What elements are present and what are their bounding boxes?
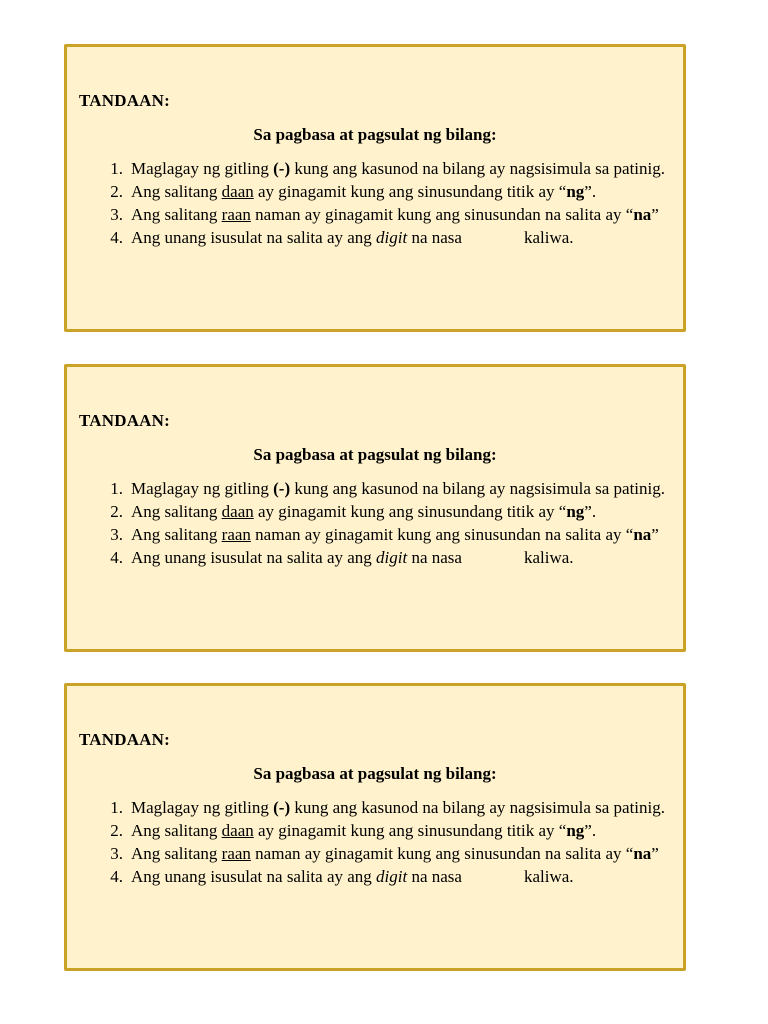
rule-text-underlined: raan	[221, 205, 251, 224]
rule-text-part: Ang salitang	[131, 844, 222, 863]
rule-item-1	[89, 157, 679, 180]
rule-text	[131, 523, 679, 546]
rule-text-italic: digit	[376, 548, 408, 567]
rule-number: 3.	[110, 525, 123, 544]
rule-text-part: ”.	[584, 821, 597, 840]
rule-text-part: ay ginagamit kung ang sinusundang titik ay “	[253, 182, 567, 201]
rule-text-part: ”	[651, 205, 659, 224]
rule-text-part: ay ginagamit kung ang sinusundang titik ay “	[253, 821, 567, 840]
rule-number: 4.	[110, 548, 123, 567]
rule-text-part: naman ay ginagamit kung ang sinusundan na salita ay “	[250, 844, 634, 863]
rule-item-3	[89, 842, 679, 865]
rule-text-italic: digit	[376, 867, 408, 886]
rule-text-part: na nasa	[407, 548, 462, 567]
rule-text	[131, 477, 679, 500]
rule-text	[131, 865, 679, 888]
rule-text-bold: na	[633, 844, 652, 863]
tandaan-card-2	[64, 364, 686, 652]
rule-text-part: Ang salitang	[131, 525, 222, 544]
rule-text-part: ”	[651, 525, 659, 544]
rule-text-part: Ang salitang	[131, 821, 222, 840]
rule-text-bold: (-)	[273, 479, 291, 498]
rule-text-underlined: raan	[221, 525, 251, 544]
rule-text-underlined: raan	[221, 844, 251, 863]
rule-text-underlined: daan	[221, 821, 254, 840]
rule-text-italic: digit	[376, 228, 408, 247]
rule-text	[131, 180, 679, 203]
rule-text-part: naman ay ginagamit kung ang sinusundan na salita ay “	[250, 205, 634, 224]
rule-text	[131, 546, 679, 569]
rules-list	[89, 157, 679, 249]
rule-number: 2.	[110, 182, 123, 201]
rule-number: 2.	[110, 502, 123, 521]
rule-text-part: kaliwa.	[523, 548, 574, 567]
rule-item-3	[89, 523, 679, 546]
rule-text-bold: na	[633, 525, 652, 544]
rule-text-part: ay ginagamit kung ang sinusundang titik ay “	[253, 502, 567, 521]
rule-text	[131, 157, 679, 180]
rule-text-part: kung ang kasunod na bilang ay nagsisimula sa patinig.	[290, 479, 665, 498]
rule-number: 3.	[110, 844, 123, 863]
rule-text	[131, 500, 679, 523]
rule-text-part: Ang unang isusulat na salita ay ang	[131, 228, 377, 247]
rule-text-bold: (-)	[273, 159, 291, 178]
rule-item-4	[89, 546, 679, 569]
card-heading: TANDAAN:	[79, 730, 170, 749]
rule-text-part: Ang salitang	[131, 205, 222, 224]
rule-text-underlined: daan	[221, 182, 254, 201]
rule-text-part: Ang salitang	[131, 502, 222, 521]
rule-number: 1.	[110, 159, 123, 178]
card-subtitle: Sa pagbasa at pagsulat ng bilang:	[253, 445, 497, 464]
rule-text	[131, 796, 679, 819]
rule-text-part: Maglagay ng gitling	[131, 159, 274, 178]
tandaan-card-3	[64, 683, 686, 971]
rule-text	[131, 226, 679, 249]
rules-list	[89, 477, 679, 569]
rule-text-part: naman ay ginagamit kung ang sinusundan na salita ay “	[250, 525, 634, 544]
rule-item-2	[89, 500, 679, 523]
rule-number: 1.	[110, 798, 123, 817]
card-heading: TANDAAN:	[79, 91, 170, 110]
rule-item-1	[89, 477, 679, 500]
rule-number: 2.	[110, 821, 123, 840]
rule-text-part: na nasa	[407, 867, 462, 886]
rule-text	[131, 203, 679, 226]
rule-text	[131, 819, 679, 842]
rule-text-bold: ng	[566, 182, 585, 201]
rule-text-part: kung ang kasunod na bilang ay nagsisimula sa patinig.	[290, 798, 665, 817]
rule-number: 4.	[110, 228, 123, 247]
rule-text-part: kaliwa.	[523, 867, 574, 886]
rule-text	[131, 842, 679, 865]
card-heading: TANDAAN:	[79, 411, 170, 430]
rule-item-4	[89, 226, 679, 249]
card-subtitle: Sa pagbasa at pagsulat ng bilang:	[253, 764, 497, 783]
rule-text-part: ”.	[584, 502, 597, 521]
rule-text-part: Ang unang isusulat na salita ay ang	[131, 867, 377, 886]
rule-item-4	[89, 865, 679, 888]
rule-item-2	[89, 819, 679, 842]
rule-text-part: Maglagay ng gitling	[131, 479, 274, 498]
rule-number: 4.	[110, 867, 123, 886]
rule-text-part: Ang salitang	[131, 182, 222, 201]
rule-number: 3.	[110, 205, 123, 224]
rule-text-part: Maglagay ng gitling	[131, 798, 274, 817]
rule-text-bold: (-)	[273, 798, 291, 817]
rule-text-part: ”.	[584, 182, 597, 201]
rule-number: 1.	[110, 479, 123, 498]
tandaan-card-1	[64, 44, 686, 332]
rule-item-2	[89, 180, 679, 203]
rule-item-1	[89, 796, 679, 819]
rule-text-bold: ng	[566, 502, 585, 521]
rule-text-part: Ang unang isusulat na salita ay ang	[131, 548, 377, 567]
rule-text-part: ”	[651, 844, 659, 863]
rule-item-3	[89, 203, 679, 226]
rule-text-bold: ng	[566, 821, 585, 840]
rules-list	[89, 796, 679, 888]
card-subtitle: Sa pagbasa at pagsulat ng bilang:	[253, 125, 497, 144]
rule-text-part: kung ang kasunod na bilang ay nagsisimula sa patinig.	[290, 159, 665, 178]
rule-text-underlined: daan	[221, 502, 254, 521]
rule-text-bold: na	[633, 205, 652, 224]
rule-text-part: kaliwa.	[523, 228, 574, 247]
rule-text-part: na nasa	[407, 228, 462, 247]
